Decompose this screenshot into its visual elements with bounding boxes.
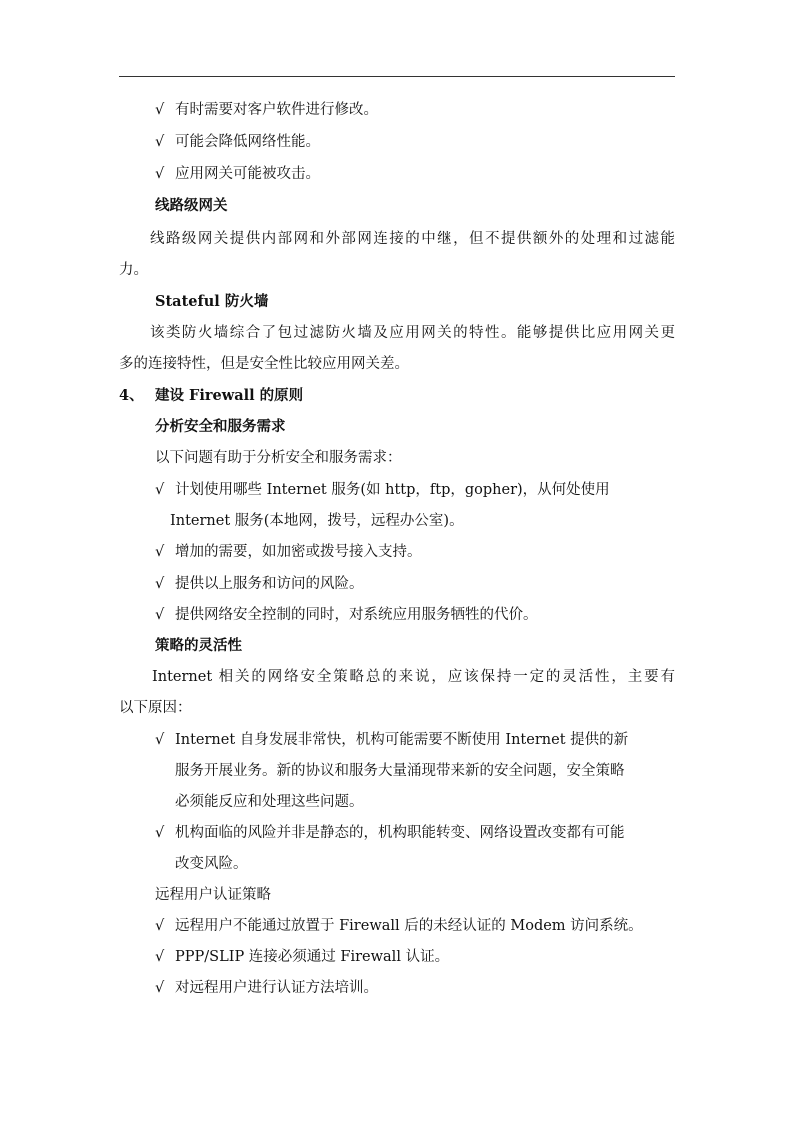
- circuit-gateway-heading: 线路级网关: [155, 197, 228, 214]
- check-mark-icon: √: [155, 576, 165, 592]
- check-mark-icon: √: [155, 482, 165, 498]
- analysis-heading: 分析安全和服务需求: [155, 418, 286, 435]
- list-item: √ 对远程用户进行认证方法培训。: [155, 980, 378, 996]
- analysis-intro: 以下问题有助于分析安全和服务需求：: [155, 450, 402, 466]
- stateful-heading: Stateful 防火墙: [155, 293, 269, 310]
- list-item: √ 机构面临的风险并非是静态的，机构职能转变、网络设置改变都有可能: [155, 825, 625, 841]
- check-mark-icon: √: [155, 134, 165, 150]
- check-mark-icon: √: [155, 607, 165, 623]
- check-mark-icon: √: [155, 544, 165, 560]
- circuit-gateway-para-line1: 线路级网关提供内部网和外部网连接的中继，但不提供额外的处理和过滤能: [150, 231, 675, 247]
- list-item-continuation: Internet 服务(本地网，拨号，远程办公室)。: [170, 513, 464, 529]
- list-item-continuation: 服务开展业务。新的协议和服务大量涌现带来新的安全问题，安全策略: [175, 763, 625, 779]
- stateful-para-line1: 该类防火墙综合了包过滤防火墙及应用网关的特性。能够提供比应用网关更: [150, 325, 675, 341]
- list-item: √ PPP/SLIP 连接必须通过 Firewall 认证。: [155, 949, 450, 965]
- stateful-para-line2: 多的连接特性，但是安全性比较应用网关差。: [119, 356, 409, 372]
- header-rule: [119, 76, 675, 77]
- circuit-gateway-para-line2: 力。: [119, 262, 148, 278]
- check-mark-icon: √: [155, 166, 165, 182]
- flexibility-heading: 策略的灵活性: [155, 637, 242, 654]
- check-mark-icon: √: [155, 918, 165, 934]
- list-item: √ 增加的需要，如加密或拨号接入支持。: [155, 544, 422, 560]
- check-mark-icon: √: [155, 949, 165, 965]
- list-item: √ Internet 自身发展非常快，机构可能需要不断使用 Internet 提供的新: [155, 732, 629, 748]
- list-item: √ 有时需要对客户软件进行修改。: [155, 102, 378, 118]
- list-item-continuation: 改变风险。: [175, 856, 248, 872]
- flexibility-para-line2: 以下原因：: [119, 700, 192, 716]
- list-item: √ 应用网关可能被攻击。: [155, 166, 320, 182]
- list-item: √ 远程用户不能通过放置于 Firewall 后的未经认证的 Modem 访问系统。: [155, 918, 643, 934]
- list-item: √ 提供网络安全控制的同时，对系统应用服务牺牲的代价。: [155, 607, 538, 623]
- list-item: √ 计划使用哪些 Internet 服务(如 http，ftp，gopher)，从何处使用: [155, 482, 610, 498]
- section-number: 4、: [119, 387, 144, 404]
- flexibility-para-line1: Internet 相关的网络安全策略总的来说，应该保持一定的灵活性，主要有: [152, 669, 675, 685]
- check-mark-icon: √: [155, 980, 165, 996]
- check-mark-icon: √: [155, 732, 165, 748]
- section-title: 建设 Firewall 的原则: [155, 387, 304, 404]
- list-item-continuation: 必须能反应和处理这些问题。: [175, 794, 364, 810]
- check-mark-icon: √: [155, 825, 165, 841]
- check-mark-icon: √: [155, 102, 165, 118]
- list-item: √ 可能会降低网络性能。: [155, 134, 320, 150]
- remote-auth-heading: 远程用户认证策略: [155, 887, 271, 903]
- list-item: √ 提供以上服务和访问的风险。: [155, 576, 364, 592]
